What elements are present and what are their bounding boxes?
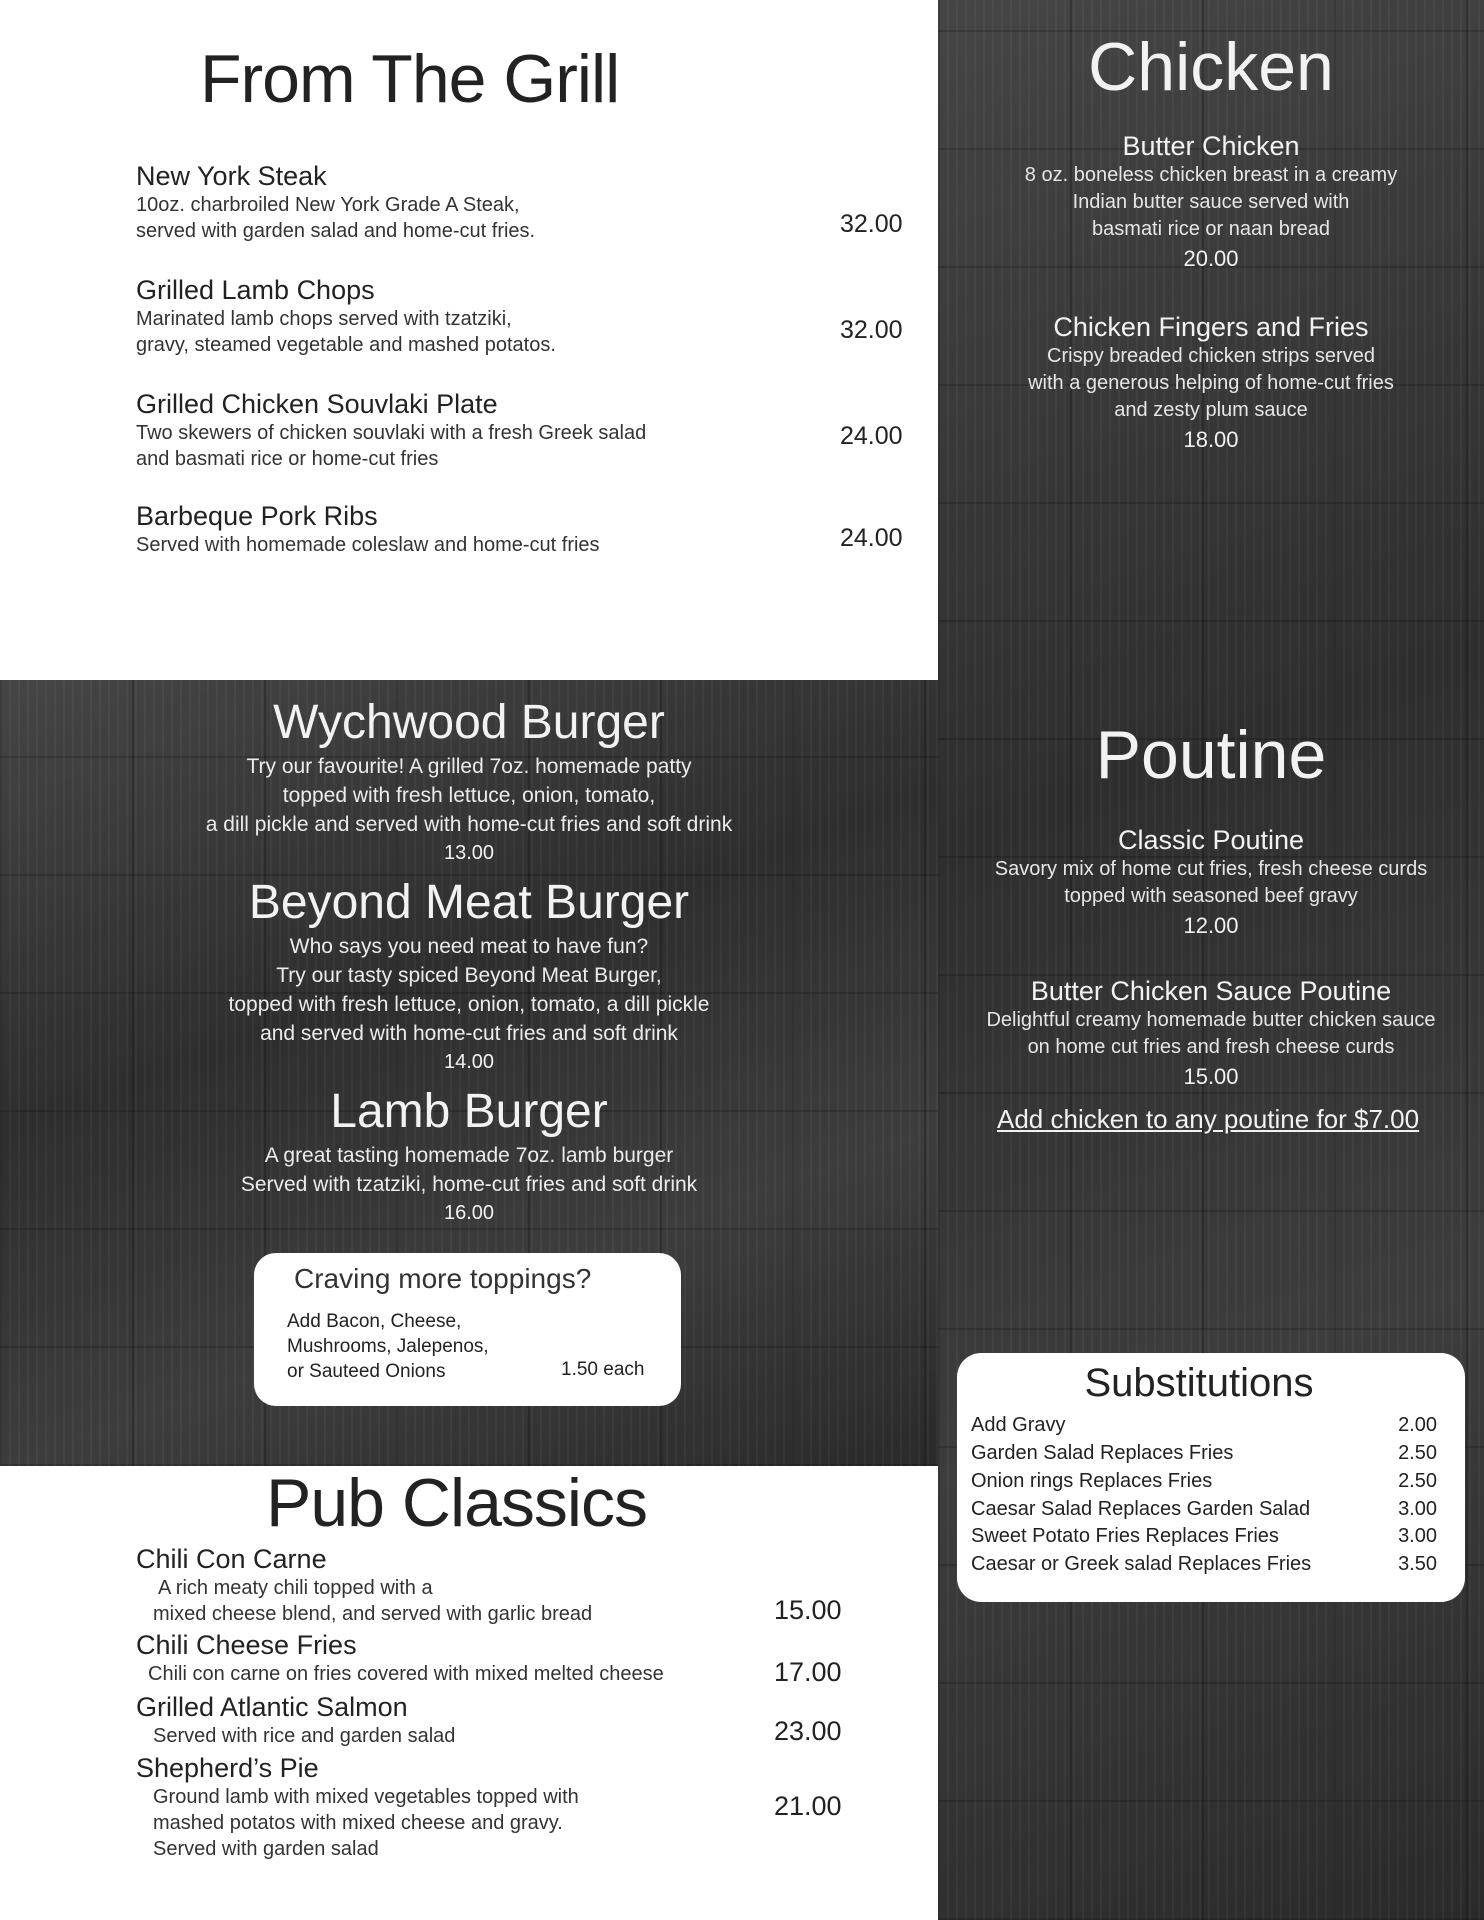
- grill-item-new-york-steak: [136, 160, 916, 244]
- burger-wychwood: [0, 694, 938, 867]
- burger-desc: topped with fresh lettuce, onion, tomato, a dill pickle: [228, 993, 710, 1016]
- item-desc: Served with garden salad: [153, 1838, 379, 1860]
- substitution-label: Caesar Salad Replaces Garden Salad: [971, 1498, 1311, 1520]
- chicken-title: Chicken: [1088, 29, 1334, 105]
- item-name: Shepherd’s Pie: [136, 1753, 319, 1783]
- grill-title: From The Grill: [200, 41, 620, 117]
- burger-desc: Who says you need meat to have fun?: [289, 935, 649, 958]
- substitution-price: 2.50: [1398, 1442, 1437, 1464]
- burger-price: 16.00: [443, 1202, 495, 1224]
- toppings-list: [287, 1309, 489, 1384]
- item-price: 24.00: [840, 422, 903, 450]
- burger-desc: a dill pickle and served with home-cut fries and soft drink: [205, 813, 733, 836]
- burger-name: Beyond Meat Burger: [248, 876, 690, 929]
- item-price: 23.00: [774, 1716, 842, 1746]
- item-price: 15.00: [1183, 1064, 1239, 1089]
- item-name: Butter Chicken Sauce Poutine: [1030, 976, 1392, 1006]
- grill-section: [0, 0, 938, 680]
- item-name: Barbeque Pork Ribs: [136, 501, 378, 531]
- burger-name: Lamb Burger: [330, 1085, 608, 1138]
- item-desc: and zesty plum sauce: [1114, 399, 1308, 421]
- grill-item-lamb-chops: [136, 274, 916, 358]
- substitutions-box: [957, 1353, 1465, 1602]
- burger-beyond-meat: [0, 874, 938, 1076]
- item-desc: served with garden salad and home-cut fries.: [136, 220, 536, 242]
- substitution-row: [971, 1442, 1451, 1465]
- item-name: Chili Con Carne: [136, 1544, 327, 1574]
- item-name: Grilled Lamb Chops: [136, 275, 375, 305]
- item-desc: with a generous helping of home-cut fries: [1028, 372, 1394, 394]
- substitution-label: Caesar or Greek salad Replaces Fries: [971, 1553, 1312, 1575]
- burger-price: 13.00: [443, 842, 495, 864]
- burger-lamb: [0, 1083, 938, 1227]
- chicken-item-fingers: [938, 311, 1484, 456]
- item-desc: Crispy breaded chicken strips served: [1047, 345, 1375, 367]
- burger-desc: Served with tzatziki, home-cut fries and soft drink: [240, 1173, 698, 1196]
- item-desc: and basmati rice or home-cut fries: [136, 448, 439, 470]
- substitution-price: 3.00: [1398, 1525, 1437, 1547]
- substitution-row: [971, 1414, 1451, 1437]
- burger-price: 14.00: [443, 1051, 495, 1073]
- item-price: 32.00: [840, 316, 903, 344]
- item-price: 32.00: [840, 210, 903, 238]
- toppings-box: [254, 1253, 681, 1406]
- burger-name: Wychwood Burger: [273, 696, 665, 749]
- item-desc: basmati rice or naan bread: [1092, 218, 1330, 240]
- chicken-item-butter-chicken: [938, 130, 1484, 275]
- toppings-title: Craving more toppings?: [294, 1263, 592, 1294]
- item-desc: on home cut fries and fresh cheese curds: [1027, 1036, 1395, 1058]
- pub-item-chili-con-carne: [136, 1544, 916, 1627]
- item-desc: mixed cheese blend, and served with garlic bread: [153, 1603, 593, 1625]
- item-name: Chili Cheese Fries: [136, 1630, 357, 1660]
- item-price: 20.00: [1183, 246, 1239, 271]
- poutine-item-butter-chicken: [938, 975, 1484, 1093]
- pub-item-salmon: [136, 1692, 916, 1749]
- substitution-label: Garden Salad Replaces Fries: [971, 1442, 1234, 1464]
- poutine-item-classic: [938, 824, 1484, 942]
- item-price: 12.00: [1183, 913, 1239, 938]
- item-desc: 10oz. charbroiled New York Grade A Steak,: [136, 194, 520, 216]
- substitution-label: Add Gravy: [971, 1414, 1066, 1436]
- substitution-price: 3.00: [1398, 1498, 1437, 1520]
- substitution-price: 2.50: [1398, 1470, 1437, 1492]
- item-desc: 8 oz. boneless chicken breast in a creamy: [1024, 164, 1398, 186]
- substitution-label: Onion rings Replaces Fries: [971, 1470, 1213, 1492]
- item-price: 18.00: [1183, 427, 1239, 452]
- item-name: Chicken Fingers and Fries: [1053, 312, 1369, 342]
- item-name: Grilled Chicken Souvlaki Plate: [136, 389, 498, 419]
- burger-desc: topped with fresh lettuce, onion, tomato,: [282, 784, 656, 807]
- substitution-price: 3.50: [1398, 1553, 1437, 1575]
- item-desc: Delightful creamy homemade butter chicken sauce: [986, 1009, 1436, 1031]
- toppings-line: Mushrooms, Jalepenos,: [287, 1336, 489, 1357]
- pub-title: Pub Classics: [266, 1465, 648, 1541]
- pub-item-chili-cheese-fries: [136, 1630, 916, 1687]
- burger-desc: and served with home-cut fries and soft drink: [260, 1022, 678, 1045]
- item-desc: Savory mix of home cut fries, fresh cheese curds: [994, 858, 1428, 880]
- substitution-price: 2.00: [1398, 1414, 1437, 1436]
- item-price: 21.00: [774, 1791, 842, 1821]
- substitution-row: [971, 1498, 1451, 1521]
- item-desc: Served with rice and garden salad: [153, 1725, 456, 1747]
- pub-item-shepherds-pie: [136, 1753, 916, 1862]
- item-desc: Indian butter sauce served with: [1072, 191, 1350, 213]
- item-desc: topped with seasoned beef gravy: [1064, 885, 1358, 907]
- poutine-title: Poutine: [1095, 717, 1327, 793]
- item-name: Grilled Atlantic Salmon: [136, 1692, 408, 1722]
- poutine-addon-note: Add chicken to any poutine for $7.00: [997, 1104, 1420, 1134]
- toppings-line: or Sauteed Onions: [287, 1361, 446, 1382]
- item-name: Butter Chicken: [1122, 131, 1300, 161]
- item-desc: Marinated lamb chops served with tzatziki,: [136, 308, 512, 330]
- burger-desc: Try our favourite! A grilled 7oz. homemade patty: [246, 755, 692, 778]
- grill-item-souvlaki: [136, 388, 916, 472]
- wood-background-right: [938, 0, 1484, 1920]
- item-desc: Chili con carne on fries covered with mixed melted cheese: [148, 1663, 664, 1685]
- burger-desc: A great tasting homemade 7oz. lamb burger: [264, 1144, 674, 1167]
- item-price: 15.00: [774, 1595, 842, 1625]
- burger-desc: Try our tasty spiced Beyond Meat Burger,: [276, 964, 662, 987]
- item-price: 24.00: [840, 524, 903, 552]
- substitution-row: [971, 1470, 1451, 1493]
- toppings-price: 1.50 each: [561, 1359, 645, 1380]
- item-price: 17.00: [774, 1657, 842, 1687]
- item-desc: gravy, steamed vegetable and mashed potatos.: [136, 334, 556, 356]
- item-desc: Ground lamb with mixed vegetables topped with: [153, 1786, 579, 1808]
- item-desc: Served with homemade coleslaw and home-cut fries: [136, 534, 600, 556]
- item-desc: A rich meaty chili topped with a: [158, 1577, 433, 1599]
- item-name: Classic Poutine: [1117, 825, 1305, 855]
- substitution-row: [971, 1553, 1451, 1576]
- grill-item-pork-ribs: [136, 500, 916, 558]
- substitution-label: Sweet Potato Fries Replaces Fries: [971, 1525, 1279, 1547]
- toppings-line: Add Bacon, Cheese,: [287, 1311, 462, 1332]
- item-desc: Two skewers of chicken souvlaki with a fresh Greek salad: [136, 422, 647, 444]
- substitutions-title: Substitutions: [1084, 1361, 1314, 1405]
- item-name: New York Steak: [136, 161, 327, 191]
- substitution-row: [971, 1525, 1451, 1548]
- item-desc: mashed potatos with mixed cheese and gravy.: [153, 1812, 563, 1834]
